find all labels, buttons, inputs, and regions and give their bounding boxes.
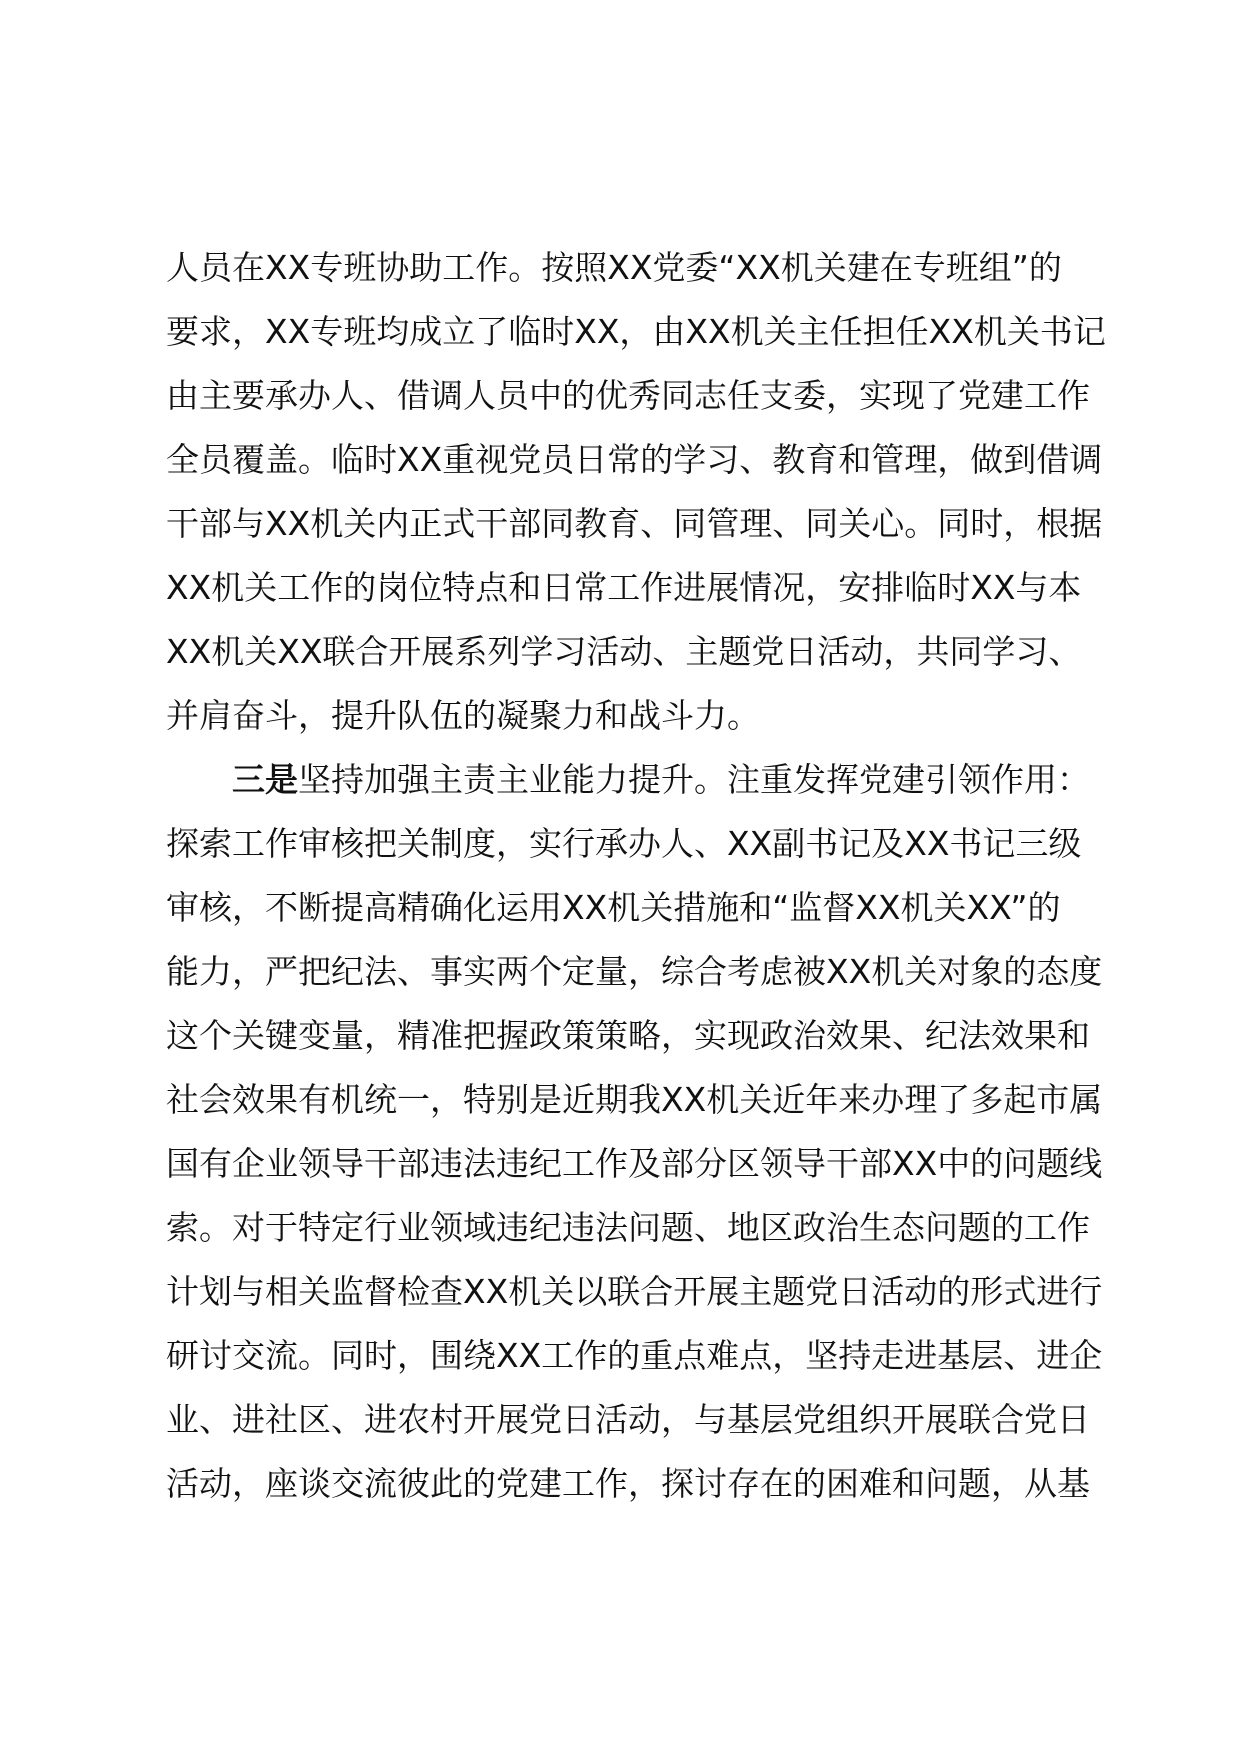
paragraph-first-line [166,748,1126,812]
text-line: 人员在XX专班协助工作。按照XX党委“XX机关建在专班组”的 [166,248,1062,287]
paragraph-2 [166,748,1126,1516]
text-line: 要求，XX专班均成立了临时XX，由XX机关主任担任XX机关书记 [166,312,1106,351]
text-line: 索。对于特定行业领域违纪违法问题、地区政治生态问题的工作 [166,1208,1090,1247]
text-line: 干部与XX机关内正式干部同教育、同管理、同关心。同时，根据 [166,504,1103,543]
paragraph-lead-bold: 三是 [232,760,298,799]
text-line: 研讨交流。同时，围绕XX工作的重点难点，坚持走进基层、进企 [166,1336,1103,1375]
paragraph-lead-text: 坚持加强主责主业能力提升。注重发挥党建引领作用： [298,760,1090,799]
text-line: 由主要承办人、借调人员中的优秀同志任支委，实现了党建工作 [166,376,1090,415]
text-line: 并肩奋斗，提升队伍的凝聚力和战斗力。 [166,696,760,735]
paragraph-1 [166,236,1126,748]
text-line: 这个关键变量，精准把握政策策略，实现政治效果、纪法效果和 [166,1016,1090,1055]
text-line: 业、进社区、进农村开展党日活动，与基层党组织开展联合党日 [166,1400,1090,1439]
text-line: 能力，严把纪法、事实两个定量，综合考虑被XX机关对象的态度 [166,952,1103,991]
text-line: 探索工作审核把关制度，实行承办人、XX副书记及XX书记三级 [166,824,1082,863]
document-body [166,236,1126,1516]
text-line: 审核，不断提高精确化运用XX机关措施和“监督XX机关XX”的 [166,888,1061,927]
text-line: 计划与相关监督检查XX机关以联合开展主题党日活动的形式进行 [166,1272,1103,1311]
text-line: XX机关工作的岗位特点和日常工作进展情况，安排临时XX与本 [166,568,1082,607]
text-line: 全员覆盖。临时XX重视党员日常的学习、教育和管理，做到借调 [166,440,1103,479]
text-line: XX机关XX联合开展系列学习活动、主题党日活动，共同学习、 [166,632,1082,671]
text-line: 国有企业领导干部违法违纪工作及部分区领导干部XX中的问题线 [166,1144,1103,1183]
text-line: 社会效果有机统一，特别是近期我XX机关近年来办理了多起市属 [166,1080,1103,1119]
text-line: 活动，座谈交流彼此的党建工作，探讨存在的困难和问题，从基 [166,1464,1090,1503]
